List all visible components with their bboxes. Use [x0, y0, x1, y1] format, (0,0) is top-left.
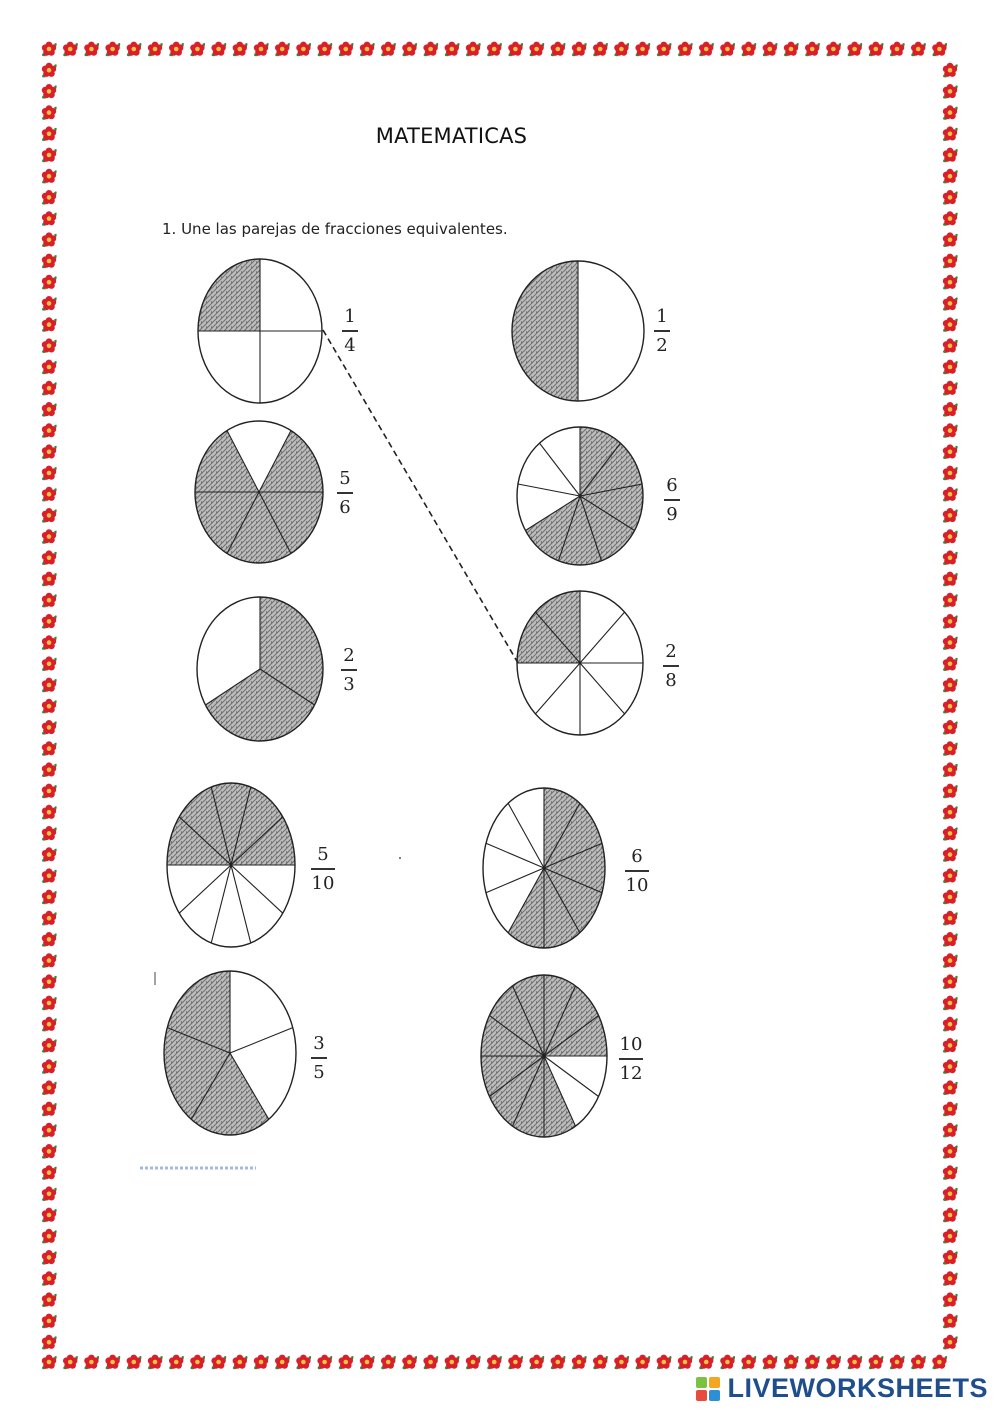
fraction-label-1-2	[645, 308, 679, 355]
fraction-label-5-6	[328, 470, 362, 517]
fraction-numerator: 6	[666, 475, 678, 496]
fraction-label-2-3	[332, 647, 366, 694]
fraction-label-10-12	[614, 1036, 648, 1083]
fraction-denominator: 10	[311, 872, 335, 894]
fraction-numerator: 2	[343, 645, 355, 666]
fraction-denominator: 5	[313, 1061, 325, 1083]
fraction-denominator: 8	[665, 669, 677, 691]
liveworksheets-logo[interactable]	[695, 1373, 988, 1404]
logo-text: LIVEWORKSHEETS	[727, 1373, 988, 1403]
fraction-numerator: 3	[313, 1033, 325, 1054]
fraction-label-5-10	[306, 846, 340, 893]
fraction-label-6-9	[655, 477, 689, 524]
fraction-numerator: 2	[665, 641, 677, 662]
fraction-label-1-4	[333, 308, 367, 355]
fraction-numerator: 10	[619, 1034, 643, 1055]
fraction-label-3-5	[302, 1035, 336, 1082]
fraction-numerator: 1	[656, 306, 668, 327]
liveworksheets-logo-icon	[695, 1376, 723, 1402]
fraction-denominator: 6	[339, 496, 351, 518]
fraction-denominator: 12	[619, 1062, 643, 1084]
fraction-numerator: 6	[631, 846, 643, 867]
fraction-label-6-10	[620, 848, 654, 895]
fraction-numerator: 1	[344, 306, 356, 327]
fraction-denominator: 2	[656, 334, 668, 356]
fraction-denominator: 3	[343, 673, 355, 695]
fraction-denominator: 10	[625, 874, 649, 896]
fraction-label-2-8	[654, 643, 688, 690]
fraction-denominator: 4	[344, 334, 356, 356]
exercise-instruction: 1. Une las parejas de fracciones equivalentes.	[162, 220, 508, 238]
fraction-numerator: 5	[317, 844, 329, 865]
fraction-numerator: 5	[339, 468, 351, 489]
page-title: MATEMATICAS	[375, 124, 528, 148]
fraction-denominator: 9	[666, 503, 678, 525]
